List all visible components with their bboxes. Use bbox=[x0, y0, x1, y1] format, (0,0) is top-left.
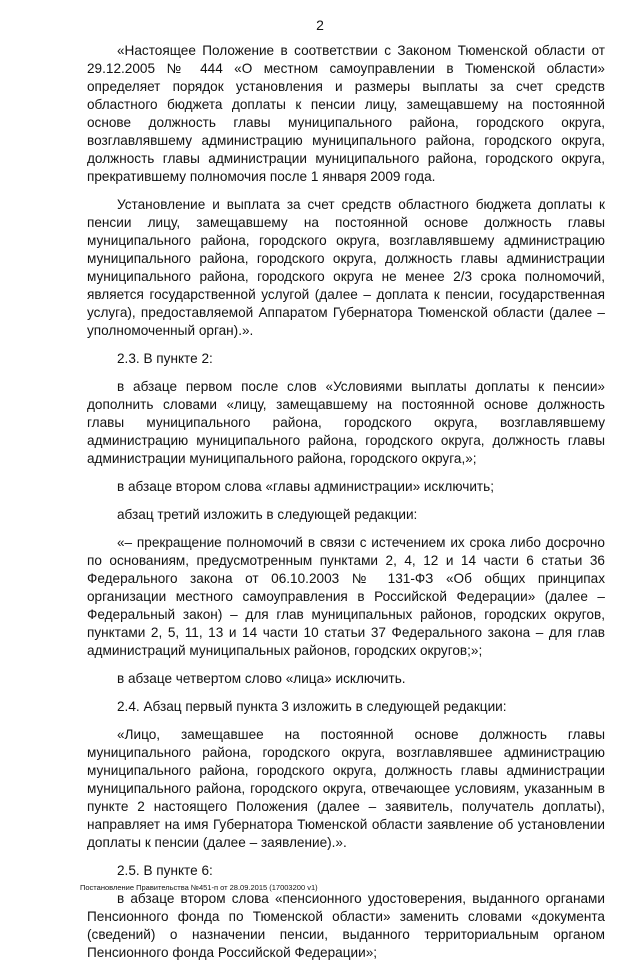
page-number: 2 bbox=[316, 17, 324, 33]
paragraph: Установление и выплата за счет средств областного бюджета доплаты к пенсии лицу, замещавшему на постоянной основе должность главы муниципального района, городского округа, возглавлявшему администрацию муниципального района, городского округа, должность главы администрации муниципального района, городского округа не менее 2/3 срока полномочий, является государственной услугой (далее – доплата к пенсии, государственная услуга), предоставляемой Аппаратом Губернатора Тюменской области (далее – уполномоченный орган).». bbox=[87, 197, 605, 338]
paragraph: в абзаце первом после слов «Условиями выплаты доплаты к пенсии» дополнить словами «лицу, замещавшему на постоянной основе должность главы муниципального района, городского округа, возглавлявшему администрацию муниципального района, городского округа, должность главы администрации муниципального района, городского округа,»; bbox=[87, 379, 605, 466]
paragraph: в абзаце четвертом слово «лица» исключить. bbox=[117, 671, 406, 686]
paragraph: 2.5. В пункте 6: bbox=[117, 863, 213, 878]
paragraph: 2.3. В пункте 2: bbox=[117, 351, 213, 366]
paragraph: «Лицо, замещавшее на постоянной основе должность главы муниципального района, городского округа, возглавлявшее администрацию муниципального района, городского округа, должность главы администрации муниципального района, городского округа, отвечающее условиям, указанным в пункте 2 настоящего Положения (далее – заявитель, получатель доплаты), направляет на имя Губернатора Тюменской области заявление об установлении доплаты к пенсии (далее – заявление).». bbox=[87, 727, 605, 850]
document-body bbox=[87, 42, 605, 962]
paragraph: абзац третий изложить в следующей редакции: bbox=[117, 507, 418, 522]
paragraph: в абзаце втором слова «пенсионного удостоверения, выданного органами Пенсионного фонда по Тюменской области» заменить словами «документа (сведений) о назначении пенсии, выданного территориальным органом Пенсионного фонда Российской Федерации»; bbox=[87, 891, 605, 960]
paragraph: в абзаце втором слова «главы администрации» исключить; bbox=[117, 479, 495, 494]
paragraph: «Настоящее Положение в соответствии с Законом Тюменской области от 29.12.2005 № 444 «О местном самоуправлении в Тюменской области» определяет порядок установления и размеры выплаты за счет средств областного бюджета доплаты к пенсии лицу, замещавшему на постоянной основе должность главы муниципального района, городского округа, возглавлявшему администрацию муниципального района, городского округа, должность главы администрации муниципального района, городского округа, прекратившему полномочия после 1 января 2009 года. bbox=[87, 43, 605, 184]
document-footer: Постановление Правительства №451-п от 28.09.2015 (17003200 v1) bbox=[80, 883, 318, 892]
paragraph: 2.4. Абзац первый пункта 3 изложить в следующей редакции: bbox=[117, 699, 507, 714]
paragraph: «– прекращение полномочий в связи с истечением их срока либо досрочно по основаниям, предусмотренным пунктами 2, 4, 12 и 14 части 6 статьи 36 Федерального закона от 06.10.2003 № 131-ФЗ «Об общих принципах организации местного самоуправления в Российской Федерации» (далее – Федеральный закон) – для глав муниципальных районов, городских округов, пунктами 2, 5, 11, 13 и 14 части 10 статьи 37 Федерального закона – для глав администраций муниципальных районов, городских округов;»; bbox=[87, 535, 605, 658]
